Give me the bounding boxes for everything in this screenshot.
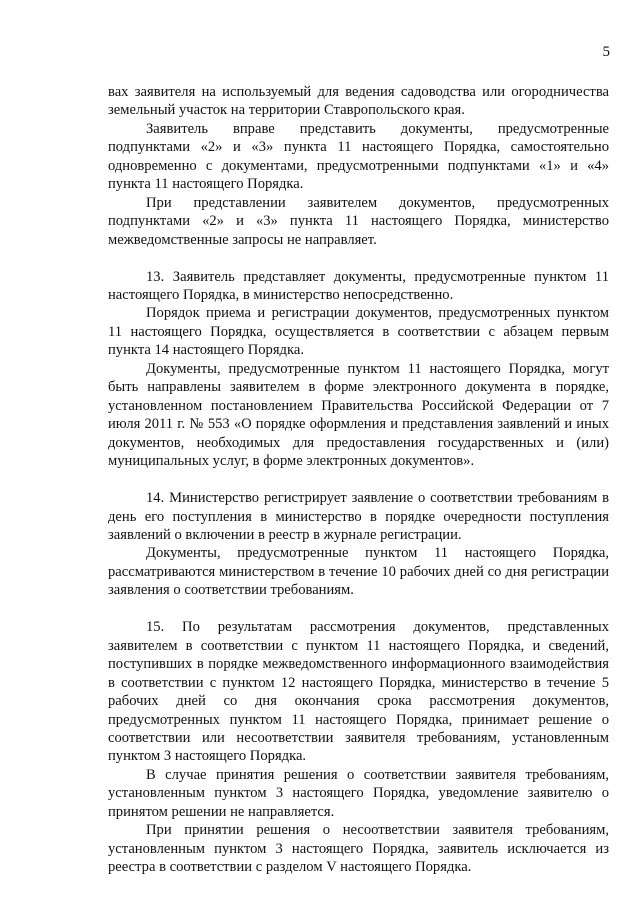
paragraph: При принятии решения о несоответствии заявителя требованиям, установленным пунктом 3 настоящего Порядка, заявитель исключается из реестра в соответствии с разделом V настоящего Порядка.	[108, 822, 609, 876]
paragraph: В случае принятия решения о соответствии заявителя требованиям, установленным пунктом 3 настоящего Порядка, уведомление заявителю о принятом решении не направляется.	[108, 766, 609, 820]
section-gap	[108, 471, 609, 490]
paragraph: Заявитель вправе представить документы, предусмотренные подпунктами «2» и «3» пункта 11 настоящего Порядка, самостоятельно одновременно с документами, предусмотренными подпунктами «1» и «4» пункта 11 настоящего Порядка.	[108, 120, 609, 193]
clause-14: 14. Министерство регистрирует заявление о соответствии требованиям в день его поступления в министерство в порядке очередности поступления заявлений о включении в реестр в журнале регистрации.	[108, 490, 609, 543]
section-gap	[108, 249, 609, 268]
paragraph: Порядок приема и регистрации документов, предусмотренных пунктом 11 настоящего Порядка, осуществляется в соответствии с абзацем первым пункта 14 настоящего Порядка.	[108, 305, 609, 359]
paragraph: Документы, предусмотренные пунктом 11 настоящего Порядка, могут быть направлены заявителем в форме электронного документа в порядке, установленном постановлением Правительства Российской Федерации от 7 июля 2011 г. № 553 «О порядке оформления и представления заявлений и иных документов, необходимых для предоставления государственных и (или) муниципальных услуг, в форме электронных документов».	[108, 360, 609, 470]
document-body	[108, 83, 609, 877]
paragraph: При представлении заявителем документов, предусмотренных подпунктами «2» и «3» пункта 11 настоящего Порядка, министерство межведомственные запросы не направляет.	[108, 194, 609, 248]
clause-15: 15. По результатам рассмотрения документов, представленных заявителем в соответствии с пунктом 11 настоящего Порядка, и сведений, поступивших в порядке межведомственного информационного взаимодействия в соответствии с пунктом 12 настоящего Порядка, министерство в течение 5 рабочих дней со дня окончания срока рассмотрения документов, предусмотренных пунктом 11 настоящего Порядка, принимает решение о соответствии или несоответствии заявителя требованиям, установленным пунктом 3 настоящего Порядка.	[108, 619, 609, 765]
paragraph-continuation: вах заявителя на используемый для ведения садоводства или огородничества земельный участок на территории Ставропольского края.	[108, 84, 609, 119]
page-number: 5	[602, 44, 610, 60]
section-gap	[108, 600, 609, 619]
paragraph: Документы, предусмотренные пунктом 11 настоящего Порядка, рассматриваются министерством в течение 10 рабочих дней со дня регистрации заявления о соответствии требованиям.	[108, 545, 609, 599]
clause-13: 13. Заявитель представляет документы, предусмотренные пунктом 11 настоящего Порядка, в министерство непосредственно.	[108, 268, 609, 304]
